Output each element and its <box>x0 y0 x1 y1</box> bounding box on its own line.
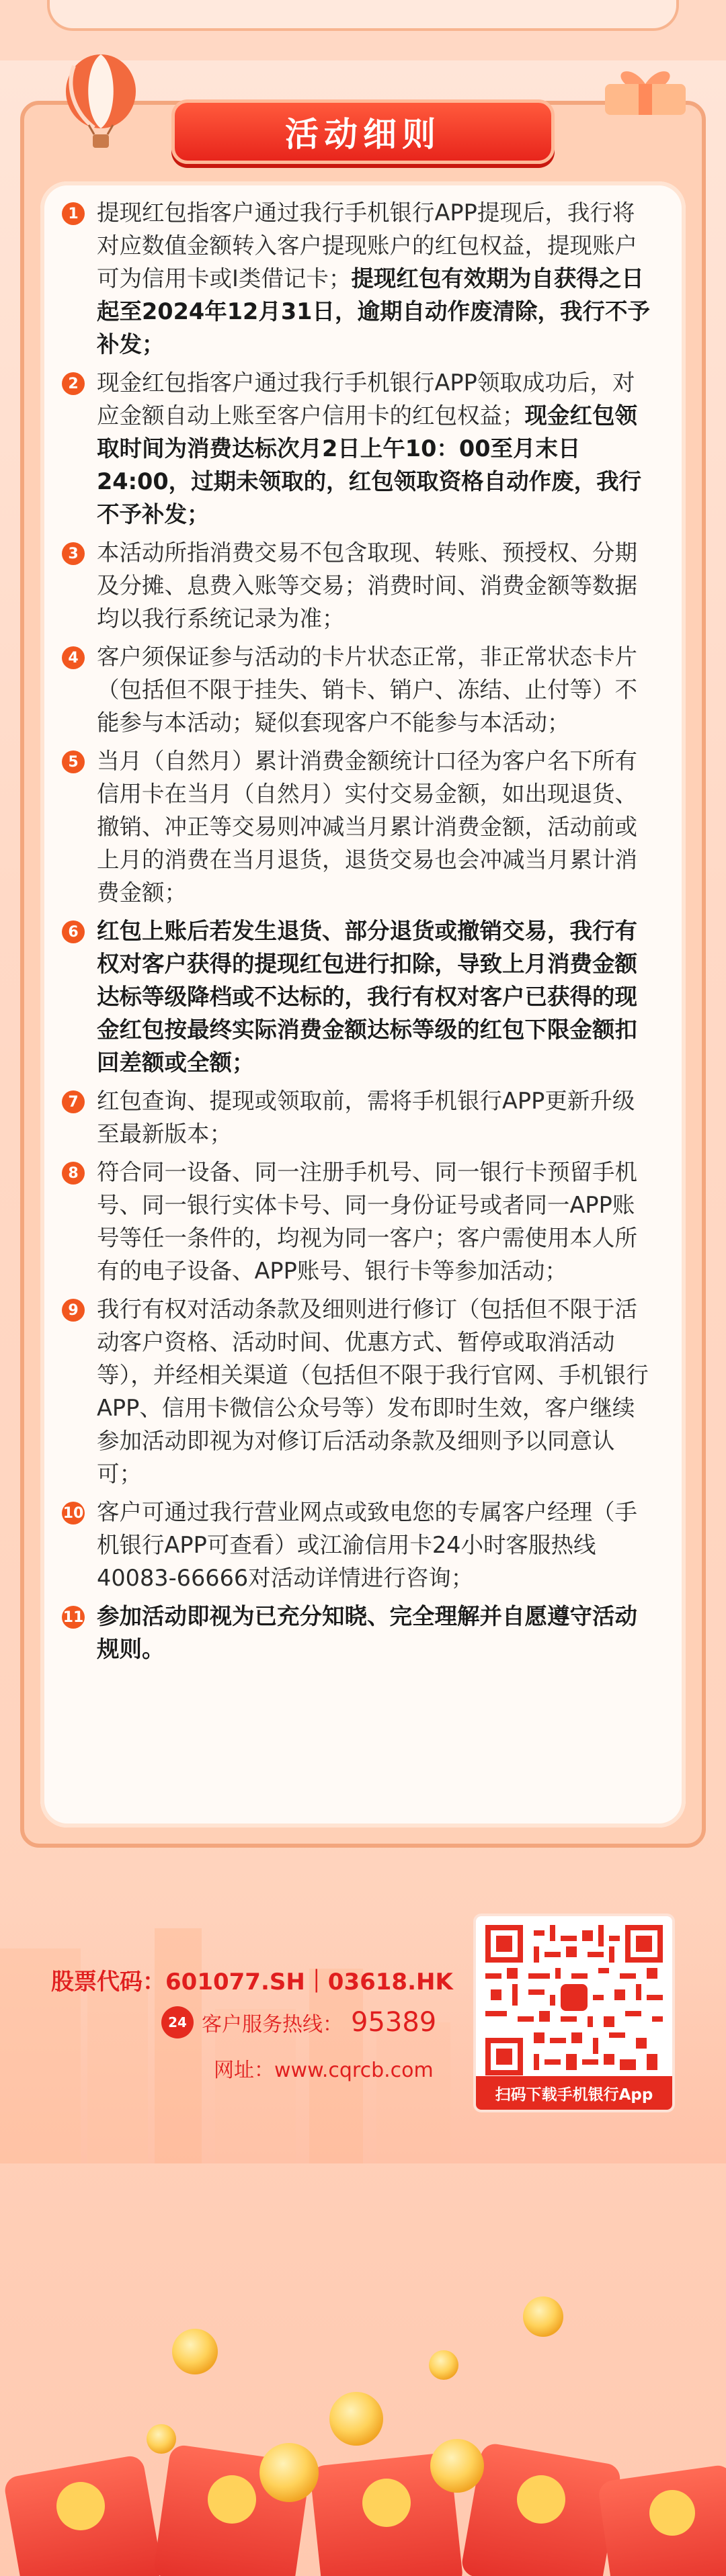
gift-box-icon <box>592 57 699 118</box>
stock-code-value: 601077.SH｜03618.HK <box>165 1969 453 1995</box>
qr-caption: 扫码下载手机银行App <box>476 2076 672 2110</box>
hotline-label: 客户服务热线： <box>202 2013 343 2036</box>
rule-bold-text: 现金红包领取时间为消费达标次月2日上午10：00至月末日24:00，过期未领取的，红包领取资格自动作废，我行不予补发； <box>97 402 642 527</box>
hotline-number[interactable]: 95389 <box>351 2007 437 2038</box>
footer <box>0 1848 726 2576</box>
rule-text: 我行有权对活动条款及细则进行修订（包括但不限于活动客户资格、活动时间、优惠方式、暂停或取消活动等），并经相关渠道（包括但不限于我行官网、手机银行APP、信用卡微信公众号等）发布即时生效，客户继续参加活动即视为对修订后活动条款及细则予以同意认可； <box>97 1296 649 1487</box>
rule-item <box>62 366 653 531</box>
rule-item <box>62 744 653 909</box>
rule-item <box>62 640 653 739</box>
24h-badge-icon: 24 <box>161 2006 194 2038</box>
rule-item <box>62 1084 653 1150</box>
website-label: 网址： <box>214 2059 274 2082</box>
rule-text: 红包查询、提现或领取前，需将手机银行APP更新升级至最新版本； <box>97 1088 635 1147</box>
rule-text: 本活动所指消费交易不包含取现、转账、预授权、分期及分摊、息费入账等交易；消费时间、消费金额等数据均以我行系统记录为准； <box>97 540 637 632</box>
hot-air-balloon-icon <box>54 52 148 153</box>
rule-text: 当月（自然月）累计消费金额统计口径为客户名下所有信用卡在当月（自然月）实付交易金额，如出现退货、撤销、冲正等交易则冲减当月累计消费金额，活动前或上月的消费在当月退货，退货交易也会冲减当月累计消费金额； <box>97 748 637 906</box>
rule-item <box>62 914 653 1079</box>
rule-number-badge: 2 <box>62 372 85 395</box>
rule-text: 符合同一设备、同一注册手机号、同一银行卡预留手机号、同一银行实体卡号、同一身份证号或者同一APP账号等任一条件的，均视为同一客户；客户需使用本人所有的电子设备、APP账号、银行卡等参加活动； <box>97 1159 637 1284</box>
page-title: 活动细则 <box>171 99 555 164</box>
rules-list <box>62 196 653 1666</box>
stock-code-label: 股票代码： <box>51 1969 165 1995</box>
rule-item <box>62 536 653 635</box>
rule-number-badge: 6 <box>62 920 85 943</box>
qr-code-card[interactable] <box>473 1914 675 2112</box>
rule-number-badge: 8 <box>62 1162 85 1185</box>
website <box>214 2053 434 2083</box>
rule-text: 现金红包指客户通过我行手机银行APP领取成功后，对应金额自动上账至客户信用卡的红包权益； <box>97 370 635 429</box>
rule-item <box>62 1156 653 1287</box>
rule-number-badge: 5 <box>62 750 85 773</box>
rule-text: 客户须保证参与活动的卡片状态正常，非正常状态卡片（包括但不限于挂失、销卡、销户、冻结、止付等）不能参与本活动；疑似套现客户不能参与本活动； <box>97 644 637 736</box>
rule-item <box>62 1293 653 1490</box>
rule-item <box>62 1496 653 1594</box>
rule-number-badge: 10 <box>62 1502 85 1525</box>
rule-item <box>62 1600 653 1666</box>
website-link[interactable]: www.cqrcb.com <box>274 2059 434 2082</box>
rule-bold-text: 红包上账后若发生退货、部分退货或撤销交易，我行有权对客户获得的提现红包进行扣除，导致上月消费金额达标等级降档或不达标的，我行有权对客户已获得的现金红包按最终实际消费金额达标等级的红包下限金额扣回差额或全额； <box>97 918 637 1076</box>
previous-card-edge <box>47 0 679 31</box>
rule-item <box>62 196 653 361</box>
stock-code <box>51 1963 453 1996</box>
red-envelope-coins-decoration <box>0 2251 726 2576</box>
qr-code-icon <box>485 1924 663 2076</box>
rule-number-badge: 1 <box>62 202 85 225</box>
rule-text: 客户可通过我行营业网点或致电您的专属客户经理（手机银行APP可查看）或江渝信用卡24小时客服热线40083-66666对活动详情进行咨询； <box>97 1499 637 1591</box>
rule-bold-text: 参加活动即视为已充分知晓、完全理解并自愿遵守活动规则。 <box>97 1603 637 1662</box>
rule-number-badge: 3 <box>62 542 85 565</box>
rule-number-badge: 11 <box>62 1606 85 1629</box>
rule-bold-text: 提现红包有效期为自获得之日起至2024年12月31日，逾期自动作废清除，我行不予补发； <box>97 265 650 357</box>
rule-number-badge: 9 <box>62 1299 85 1322</box>
rule-number-badge: 7 <box>62 1090 85 1113</box>
service-hotline <box>161 2006 436 2038</box>
rule-number-badge: 4 <box>62 646 85 669</box>
rule-text: 提现红包指客户通过我行手机银行APP提现后，我行将对应数值金额转入客户提现账户的红包权益，提现账户可为信用卡或I类借记卡； <box>97 200 637 292</box>
